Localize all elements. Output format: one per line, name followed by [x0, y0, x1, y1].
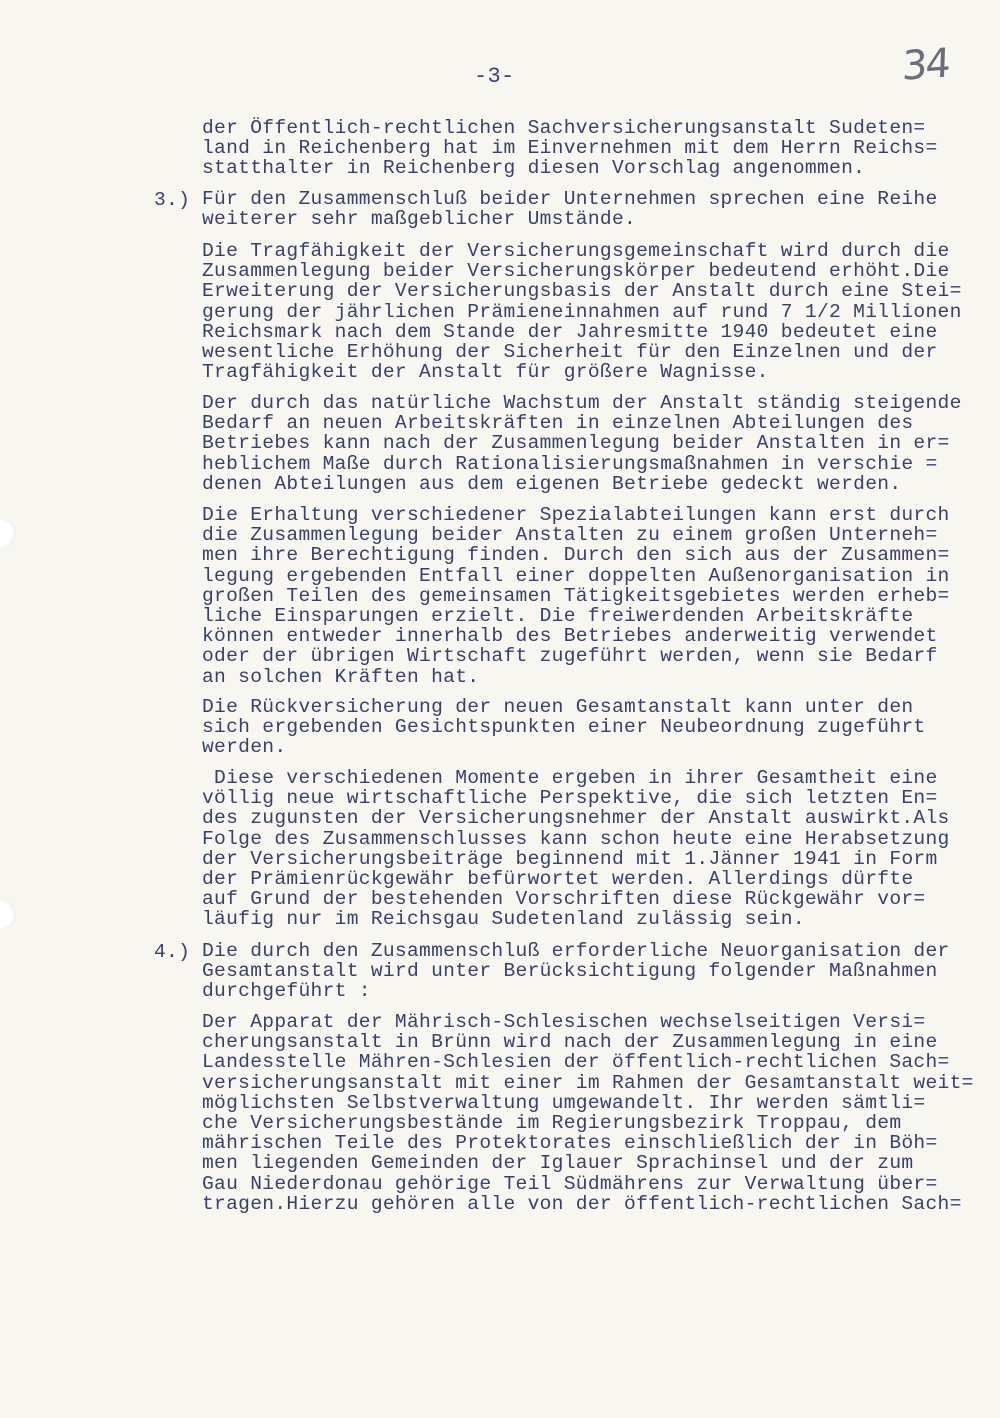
text-line: heblichem Maße durch Rationalisierungsmaßnahmen in verschie = — [202, 452, 938, 475]
handwritten-folio-number: 34 — [901, 40, 950, 90]
text-line: legung ergebenden Entfall einer doppelten Außenorganisation in — [202, 564, 950, 587]
text-line: möglichsten Selbstverwaltung umgewandelt. Ihr werden sämtli= — [202, 1091, 926, 1114]
text-line: che Versicherungsbestände im Regierungsbezirk Troppau, dem — [202, 1111, 902, 1134]
text-line: an solchen Kräften hat. — [202, 665, 480, 688]
punch-hole — [0, 900, 16, 930]
text-line: der Versicherungsbeiträge beginnend mit 1.Jänner 1941 in Form — [202, 847, 938, 870]
text-line: tragen.Hierzu gehören alle von der öffentlich-rechtlichen Sach= — [202, 1192, 962, 1215]
text-line: denen Abteilungen aus dem eigenen Betriebe gedeckt werden. — [202, 472, 902, 495]
text-line: statthalter in Reichenberg diesen Vorschlag angenommen. — [202, 157, 866, 180]
text-line: Gesamtanstalt wird unter Berücksichtigung folgender Maßnahmen — [202, 960, 938, 983]
text-line: Zusammenlegung beider Versicherungskörper bedeutend erhöht.Die — [202, 260, 950, 283]
text-line: läufig nur im Reichsgau Sudetenland zulässig sein. — [202, 908, 805, 931]
item-number-3: 3.) — [154, 189, 191, 211]
text-line: durchgeführt : — [202, 980, 371, 1003]
text-line: Betriebes kann nach der Zusammenlegung beider Anstalten in er= — [202, 432, 950, 455]
text-line: auf Grund der bestehenden Vorschriften diese Rückgewähr vor= — [202, 888, 926, 911]
text-line: Tragfähigkeit der Anstalt für größere Wagnisse. — [202, 361, 769, 384]
paragraph-capacity — [202, 241, 992, 382]
text-line: völlig neue wirtschaftliche Perspektive, die sich letzten En= — [202, 787, 938, 810]
text-line: Diese verschiedenen Momente ergeben in ihrer Gesamtheit eine — [202, 767, 938, 789]
text-line: land in Reichenberg hat im Einvernehmen mit dem Herrn Reichs= — [202, 137, 938, 160]
text-line: liche Einsparungen erzielt. Die freiwerdenden Arbeitskräfte — [202, 604, 914, 627]
text-line: Die Erhaltung verschiedener Spezialabteilungen kann erst durch — [202, 504, 950, 526]
text-line: Die Rückversicherung der neuen Gesamtanstalt kann unter den — [202, 696, 914, 718]
text-line: mährischen Teile des Protektorates einschließlich der in Böh= — [202, 1132, 938, 1155]
text-line: der Prämienrückgewähr befürwortet werden. Allerdings dürfte — [202, 867, 914, 890]
item-number-4: 4.) — [154, 941, 191, 963]
text-line: sich ergebenden Gesichtspunkten einer Neubeordnung zugeführt — [202, 716, 926, 739]
text-line: Reichsmark nach dem Stande der Jahresmitte 1940 bedeutet eine — [202, 320, 938, 343]
text-line: der Öffentlich-rechtlichen Sachversicherungsanstalt Sudeten= — [202, 117, 926, 139]
paragraph-perspective — [202, 768, 992, 930]
punch-hole — [0, 518, 16, 548]
paragraph-reinsurance — [202, 697, 992, 758]
paragraph-reorganisation — [202, 1012, 992, 1214]
paragraph-workforce — [202, 393, 992, 494]
text-line: Bedarf an neuen Arbeitskräften in einzelnen Abteilungen des — [202, 412, 914, 435]
text-line: Für den Zusammenschluß beider Unternehmen sprechen eine Reihe — [202, 188, 938, 210]
text-line: Der Apparat der Mährisch-Schlesischen wechselseitigen Versi= — [202, 1011, 926, 1033]
text-line: cherungsanstalt in Brünn wird nach der Zusammenlegung in eine — [202, 1031, 938, 1054]
item3-lead-paragraph — [202, 189, 992, 229]
text-line: werden. — [202, 736, 287, 759]
text-line: Der durch das natürliche Wachstum der Anstalt ständig steigende — [202, 392, 962, 414]
text-line: oder der übrigen Wirtschaft zugeführt werden, wenn sie Bedarf — [202, 645, 938, 668]
text-line: Erweiterung der Versicherungsbasis der Anstalt durch eine Stei= — [202, 280, 962, 303]
text-line: Landesstelle Mähren-Schlesien der öffentlich-rechtlichen Sach= — [202, 1051, 950, 1074]
paragraph-special-departments — [202, 505, 992, 687]
text-line: Folge des Zusammenschlusses kann schon heute eine Herabsetzung — [202, 827, 950, 850]
text-line: weiterer sehr maßgeblicher Umstände. — [202, 208, 637, 231]
text-line: Die durch den Zusammenschluß erforderliche Neuorganisation der — [202, 940, 950, 962]
text-line: großen Teilen des gemeinsamen Tätigkeitsgebietes werden erheb= — [202, 584, 950, 607]
text-line: des zugunsten der Versicherungsnehmer der Anstalt auswirkt.Als — [202, 807, 950, 830]
text-line: können entweder innerhalb des Betriebes anderweitig verwendet — [202, 625, 938, 648]
text-line: versicherungsanstalt mit einer im Rahmen der Gesamtanstalt weit= — [202, 1071, 974, 1094]
text-line: die Zusammenlegung beider Anstalten zu einem großen Unterneh= — [202, 524, 938, 547]
text-line: wesentliche Erhöhung der Sicherheit für den Einzelnen und der — [202, 340, 938, 363]
text-line: men liegenden Gemeinden der Iglauer Sprachinsel und der zum — [202, 1152, 914, 1175]
item4-lead-paragraph — [202, 941, 992, 1002]
intro-paragraph — [202, 118, 992, 179]
text-line: Gau Niederdonau gehörige Teil Südmährens zur Verwaltung über= — [202, 1172, 938, 1195]
text-line: men ihre Berechtigung finden. Durch den sich aus der Zusammen= — [202, 544, 950, 567]
page-number: -3- — [474, 64, 515, 89]
text-line: gerung der jährlichen Prämieneinnahmen auf rund 7 1/2 Millionen — [202, 300, 962, 323]
text-line: Die Tragfähigkeit der Versicherungsgemeinschaft wird durch die — [202, 240, 950, 262]
